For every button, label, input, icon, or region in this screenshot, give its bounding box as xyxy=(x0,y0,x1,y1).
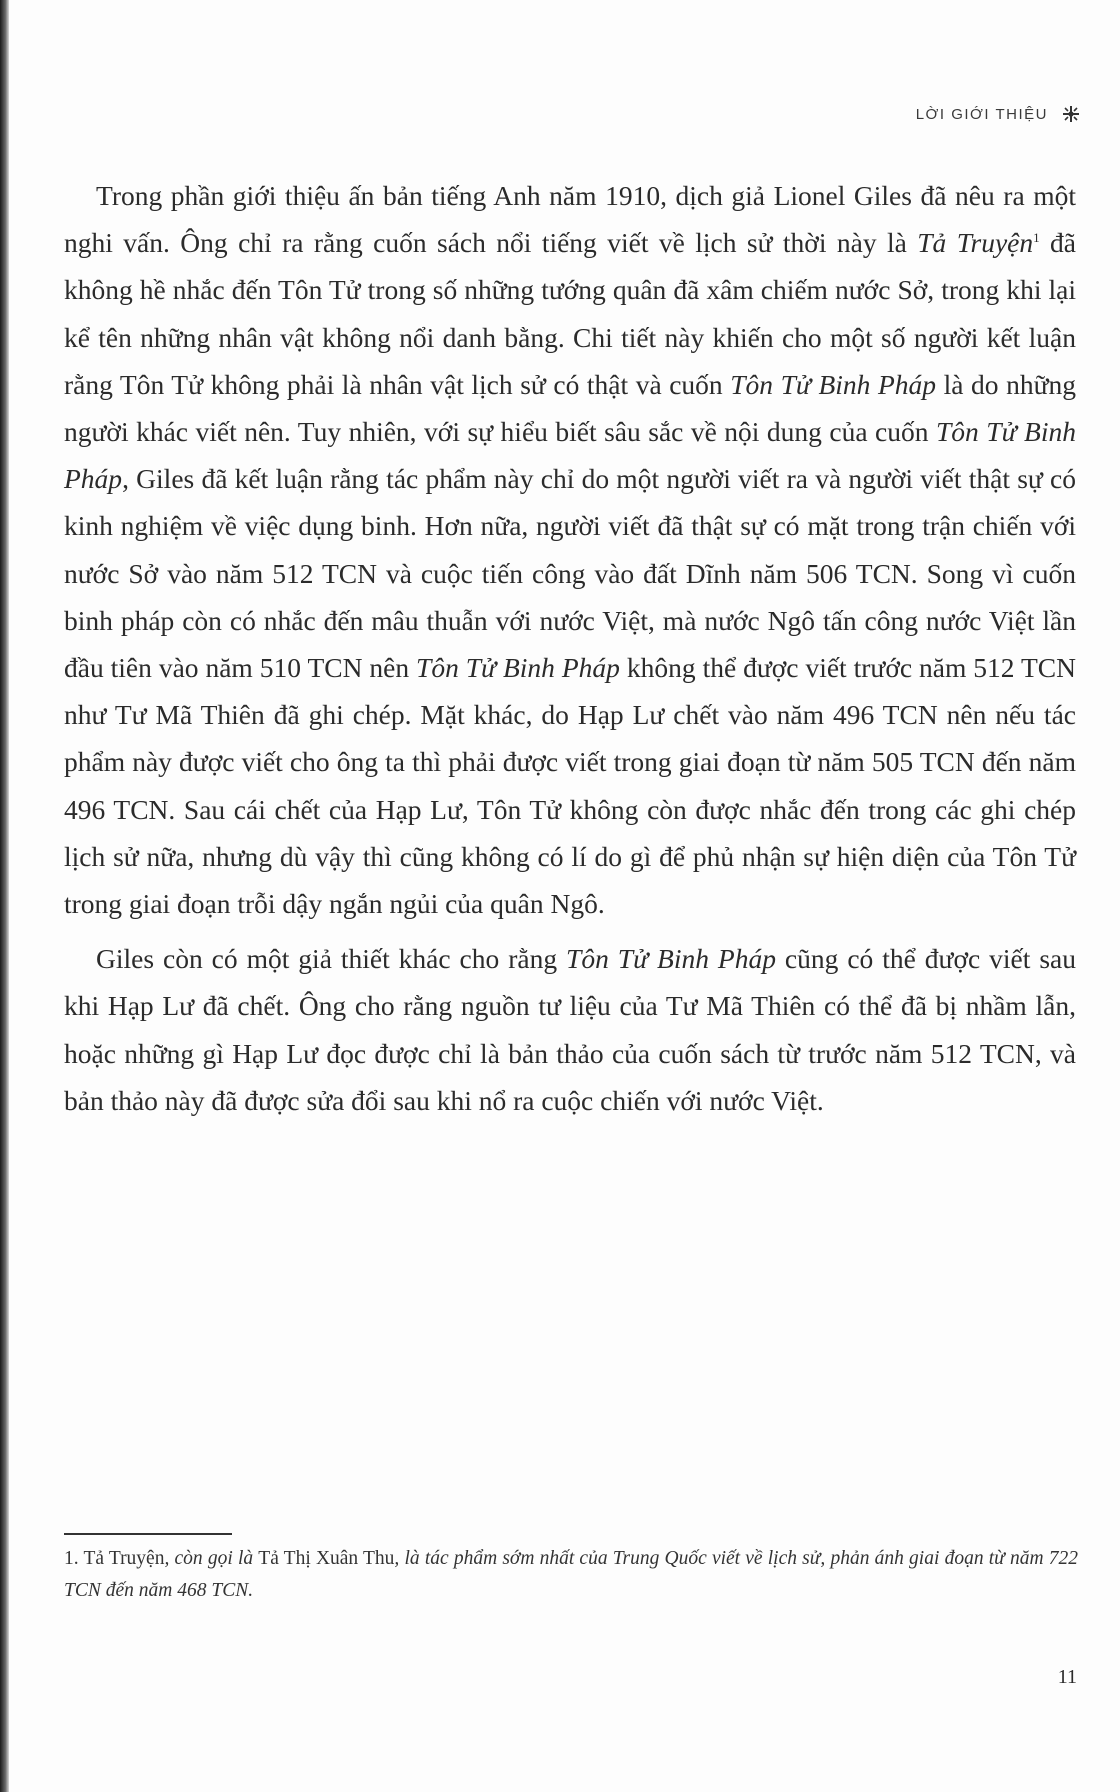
p1-run-9: không thể được viết trước năm 512 TCN như Tư Mã Thiên đã ghi chép. Mặt khác, do Hạp Lư chết vào năm 496 TCN nên nếu tác phẩm này được viết cho ông ta thì phải được viết trong giai đoạn từ năm 505 TCN đến năm 496 TCN. Sau cái chết của Hạp Lư, Tôn Tử không còn được nhắc đến trong các ghi chép lịch sử nữa, nhưng dù vậy thì cũng không có lí do gì để phủ nhận sự hiện diện của Tôn Tử trong giai đoạn trỗi dậy ngắn ngủi của quân Ngô. xyxy=(64,652,1076,920)
fleuron-icon xyxy=(1062,105,1080,123)
footnote-run-3: Tả Thị Xuân Thu xyxy=(258,1548,395,1569)
footnote-run-2: , còn gọi là xyxy=(164,1548,259,1569)
footnote-divider xyxy=(64,1533,232,1535)
footnote-run-4: , là tác phẩm sớm nhất của Trung Quốc viết về lịch sử, phản ánh giai đoạn từ năm 722 TCN đến năm 468 TCN. xyxy=(64,1548,1078,1601)
paragraph-1 xyxy=(64,172,1076,927)
p1-run-7: , Giles đã kết luận rằng tác phẩm này chỉ do một người viết ra và người viết thật sự có kinh nghiệm về việc dụng binh. Hơn nữa, người viết đã thật sự có mặt trong trận chiến với nước Sở vào năm 512 TCN và cuộc tiến công vào đất Dĩnh năm 506 TCN. Song vì cuốn binh pháp còn có nhắc đến mâu thuẫn với nước Việt, mà nước Ngô tấn công nước Việt lần đầu tiên vào năm 510 TCN nên xyxy=(64,463,1076,684)
p1-run-book-title-1: Tôn Tử Binh Pháp xyxy=(730,368,937,400)
p1-run-book-title-3: Tôn Tử Binh Pháp xyxy=(416,652,620,684)
paragraph-2 xyxy=(64,935,1076,1124)
page-number: 11 xyxy=(1057,1666,1077,1688)
p1-run-5: là do những người khác viết nên. Tuy nhiên, với sự hiểu biết sâu sắc về nội dung của cuốn xyxy=(64,368,1076,448)
footnote-run-1: 1. Tả Truyện xyxy=(64,1548,165,1569)
p1-run-3: đã không hề nhắc đến Tôn Tử trong số những tướng quân đã xâm chiếm nước Sở, trong khi lại kể tên những nhân vật không nổi danh bằng. Chi tiết này khiến cho một số người kết luận rằng Tôn Tử không phải là nhân vật lịch sử có thật và cuốn xyxy=(64,227,1076,400)
p2-run-book-title: Tôn Tử Binh Pháp xyxy=(566,943,776,975)
p2-run-1: Giles còn có một giả thiết khác cho rằng xyxy=(96,943,567,975)
p1-run-1: Trong phần giới thiệu ấn bản tiếng Anh năm 1910, dịch giả Lionel Giles đã nêu ra một nghi vấn. Ông chỉ ra rằng cuốn sách nổi tiếng viết về lịch sử thời này là xyxy=(64,180,1076,259)
running-header xyxy=(916,105,1080,123)
footnote-reference-1[interactable]: 1 xyxy=(1033,230,1040,246)
footnote-1 xyxy=(64,1543,1078,1607)
p1-run-ta-truyen: Tả Truyện xyxy=(917,227,1034,259)
running-title: LỜI GIỚI THIỆU xyxy=(915,105,1048,123)
p2-run-3: cũng có thể được viết sau khi Hạp Lư đã chết. Ông cho rằng nguồn tư liệu của Tư Mã Thiên có thể đã bị nhầm lẫn, hoặc những gì Hạp Lư đọc được chỉ là bản thảo của cuốn sách từ trước năm 512 TCN, và bản thảo này đã được sửa đổi sau khi nổ ra cuộc chiến với nước Việt. xyxy=(64,943,1076,1116)
body-text xyxy=(64,172,1076,1124)
p1-run-book-title-2: Tôn Tử Binh Pháp xyxy=(64,416,1076,495)
page-gutter-shadow xyxy=(0,0,9,1792)
